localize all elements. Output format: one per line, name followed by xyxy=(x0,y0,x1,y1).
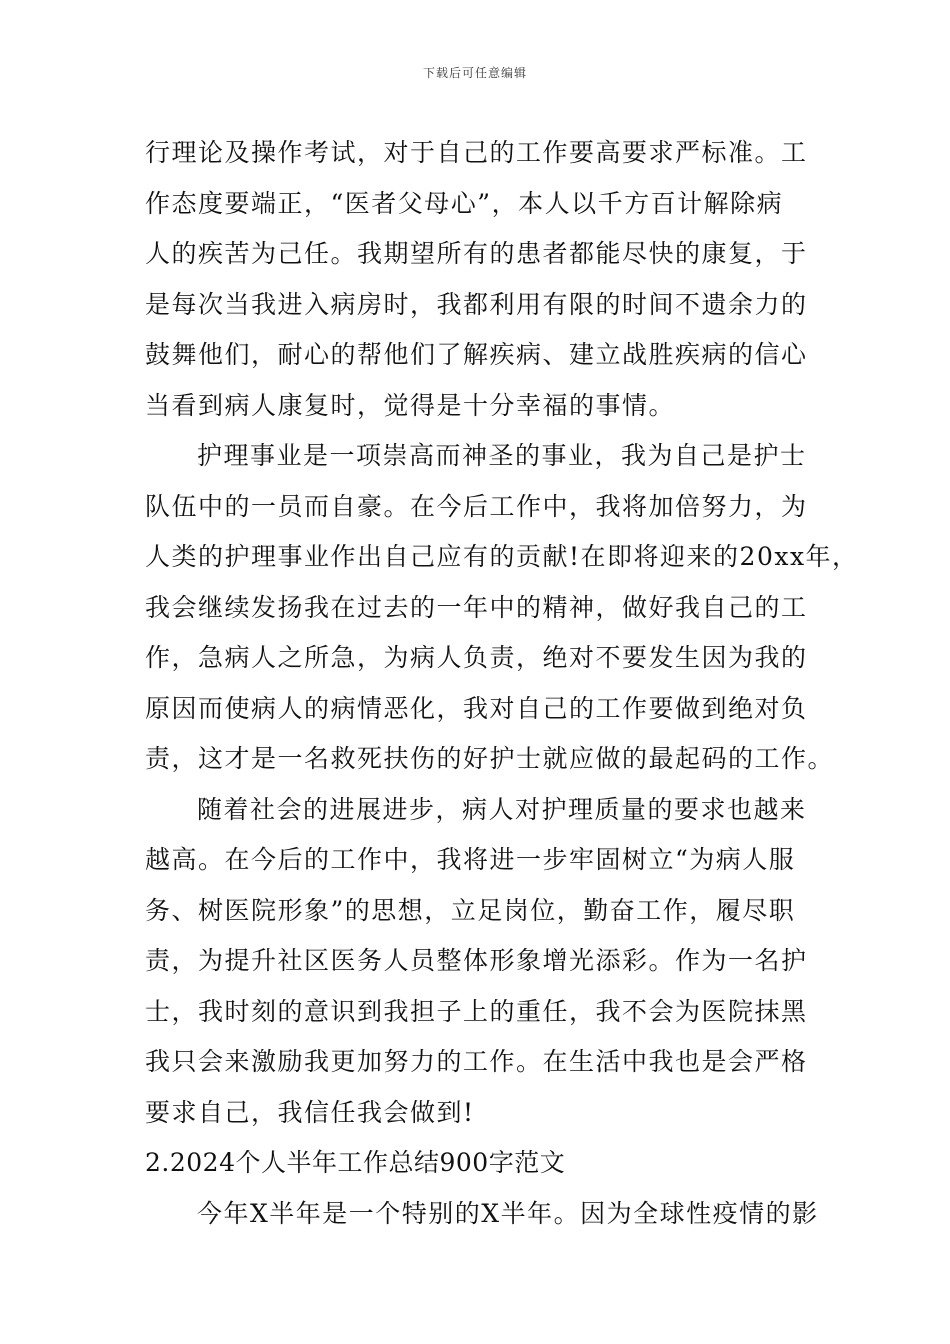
text-line: 人的疾苦为己任。我期望所有的患者都能尽快的康复，于 xyxy=(145,239,808,268)
text-line: 当看到病人康复时，觉得是十分幸福的事情。 xyxy=(145,390,676,420)
text-line: 作，急病人之所急，为病人负责，绝对不要发生因为我的 xyxy=(145,643,808,672)
text-line: 要求自己，我信任我会做到! xyxy=(145,1097,475,1127)
document-body xyxy=(145,128,859,1239)
section-heading: 2.2024个人半年工作总结900字范文 xyxy=(145,1148,566,1177)
text-line: 作态度要端正，“医者父母心”，本人以千方百计解除病 xyxy=(145,188,784,218)
text-line: 今年X半年是一个特别的X半年。因为全球性疫情的影 xyxy=(197,1198,819,1228)
text-line: 我会继续发扬我在过去的一年中的精神，做好我自己的工 xyxy=(145,592,808,622)
text-line: 行理论及操作考试，对于自己的工作要高要求严标准。工 xyxy=(145,138,808,167)
text-line: 原因而使病人的病情恶化，我对自己的工作要做到绝对负 xyxy=(145,693,808,723)
text-line: 鼓舞他们，耐心的帮他们了解疾病、建立战胜疾病的信心 xyxy=(145,340,808,369)
text-line: 责，这才是一名救死扶伤的好护士就应做的最起码的工作。 xyxy=(145,744,835,773)
text-line: 士，我时刻的意识到我担子上的重任，我不会为医院抹黑 xyxy=(145,996,808,1026)
text-line: 务、树医院形象”的思想，立足岗位，勤奋工作，履尽职 xyxy=(145,895,796,925)
text-line: 责，为提升社区医务人员整体形象增光添彩。作为一名护 xyxy=(145,946,808,975)
text-line: 护理事业是一项崇高而神圣的事业，我为自己是护士 xyxy=(197,441,807,470)
text-line: 我只会来激励我更加努力的工作。在生活中我也是会严格 xyxy=(145,1047,808,1076)
page-header: 下载后可任意编辑 xyxy=(422,66,527,80)
text-line: 随着社会的进展进步，病人对护理质量的要求也越来 xyxy=(197,794,807,824)
text-line: 是每次当我进入病房时，我都利用有限的时间不遗余力的 xyxy=(145,289,808,319)
text-line: 人类的护理事业作出自己应有的贡献!在即将迎来的20xx年， xyxy=(145,542,859,571)
text-line: 队伍中的一员而自豪。在今后工作中，我将加倍努力，为 xyxy=(145,491,808,521)
text-line: 越高。在今后的工作中，我将进一步牢固树立“为病人服 xyxy=(145,845,796,874)
